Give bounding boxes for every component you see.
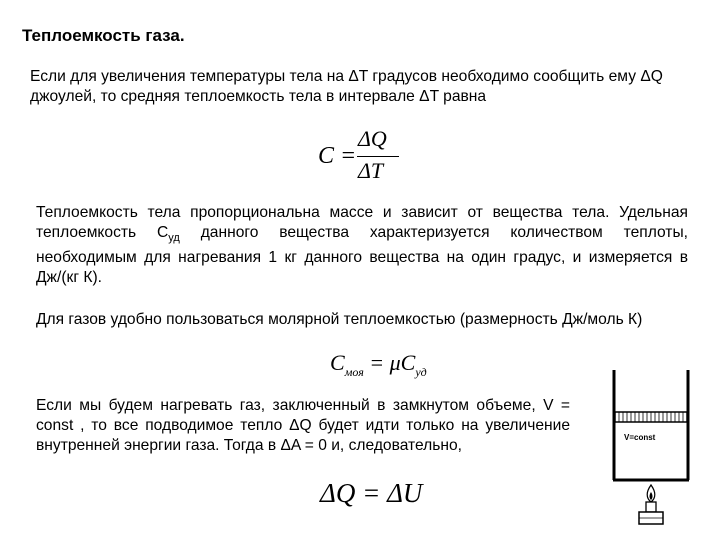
specific-heat-paragraph <box>36 203 688 288</box>
specific-heat-subscript: уд <box>168 232 180 244</box>
molar-subscript: моя <box>344 365 364 379</box>
molar-heat-paragraph: Для газов удобно пользоваться молярной теплоемкостью (размерность Дж/моль К) <box>36 311 643 328</box>
molar-eq: = μC <box>363 350 416 375</box>
formula-denominator: ΔT <box>358 158 384 183</box>
energy-formula: ΔQ = ΔU <box>320 478 423 508</box>
burner-neck <box>646 502 656 512</box>
specific-heat-text-end: данного вещества характеризуется количеством теплоты, необходимым для нагревания 1 кг данного вещества на один градус, и измеряется в Дж/(кг К). <box>36 224 688 286</box>
specific-heat-text-start: Теплоемкость тела пропорциональна массе и зависит от вещества тела. Удельная теплоемкость С <box>36 204 688 241</box>
formula-lhs: C = <box>318 143 357 169</box>
molar-heat-formula <box>330 350 427 380</box>
formula-numerator: ΔQ <box>358 126 387 151</box>
volume-label: V=const <box>624 433 656 442</box>
intro-paragraph: Если для увеличения температуры тела на ΔT градусов необходимо сообщить ему ΔQ джоулей, то средняя теплоемкость тела в интервале ΔT равна <box>30 68 663 105</box>
vessel-drawing <box>610 368 692 528</box>
heated-vessel-figure <box>610 368 692 528</box>
molar-c: C <box>330 350 345 375</box>
fraction-bar <box>357 156 399 157</box>
constant-volume-paragraph: Если мы будем нагревать газ, заключенный в замкнутом объеме, V = const , то все подводимое тепло ΔQ будет идти только на увеличение внутренней энергии газа. Тогда в ΔA = 0 и, следовательно, <box>36 397 570 454</box>
molar-subscript-ud: уд <box>415 365 427 379</box>
heat-capacity-formula <box>318 126 398 186</box>
slide-title: Теплоемкость газа. <box>22 26 185 45</box>
